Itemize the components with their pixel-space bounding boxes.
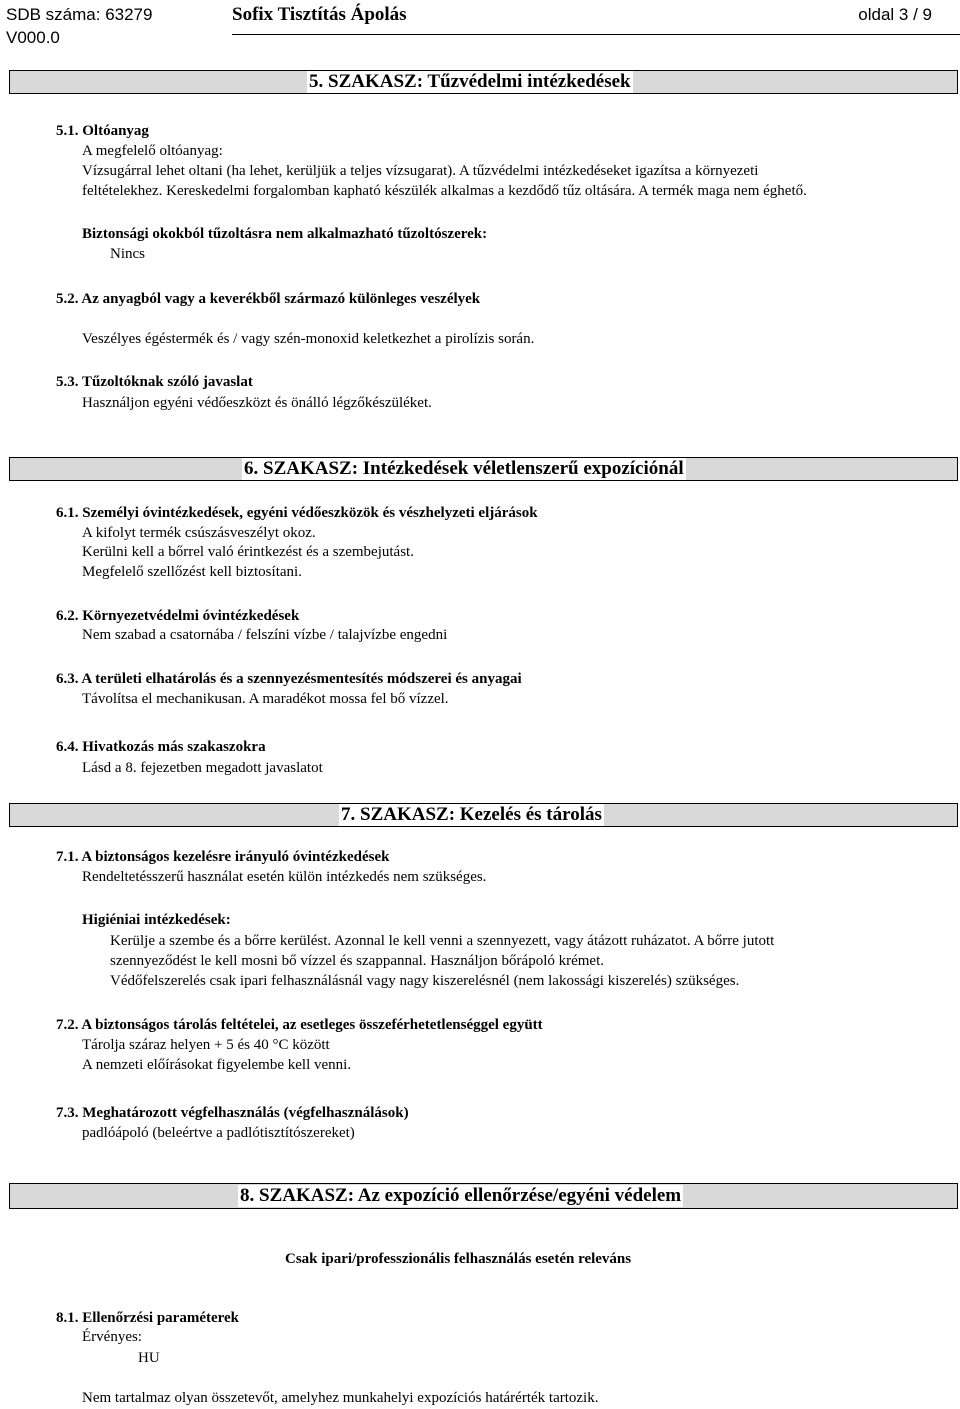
heading-6-3: 6.3. A területi elhatárolás és a szennyezésmentesítés módszerei és anyagai	[56, 671, 522, 687]
text-6-1-a: A kifolyt termék csúszásveszélyt okoz.	[82, 525, 316, 541]
page-number: oldal 3 / 9	[858, 5, 932, 24]
text-7-3: padlóápoló (beleértve a padlótisztítószereket)	[82, 1125, 355, 1141]
text-5-1-a: A megfelelő oltóanyag:	[82, 143, 223, 159]
text-5-1-nincs: Nincs	[110, 246, 145, 262]
text-7-2-a: Tárolja száraz helyen + 5 és 40 °C között	[82, 1037, 330, 1053]
heading-8-1: 8.1. Ellenőrzési paraméterek	[56, 1310, 240, 1326]
text-5-3: Használjon egyéni védőeszközt és önálló légzőkészüléket.	[82, 395, 432, 411]
product-name: Sofix Tisztítás Ápolás	[232, 4, 407, 25]
text-5-2: Veszélyes égéstermék és / vagy szén-monoxid keletkezhet a pirolízis során.	[82, 331, 535, 347]
text-8-1-valid: Érvényes:	[82, 1329, 142, 1345]
heading-6-4: 6.4. Hivatkozás más szakaszokra	[56, 739, 266, 755]
text-7-1-hyg-a: Kerülje a szembe és a bőrre kerülést. Azonnal le kell venni a szennyezett, vagy átázott ruházatot. A bőrre jutott	[110, 933, 775, 949]
text-7-2-b: A nemzeti előírásokat figyelembe kell venni.	[82, 1057, 352, 1073]
heading-6-1: 6.1. Személyi óvintézkedések, egyéni védőeszközök és vészhelyzeti eljárások	[56, 505, 538, 521]
heading-7-2: 7.2. A biztonságos tárolás feltételei, az esetleges összeférhetetlenséggel együtt	[56, 1017, 543, 1033]
text-8-1-country: HU	[138, 1350, 160, 1366]
sdb-number: SDB száma: 63279	[6, 5, 153, 24]
section-5-title: 5. SZAKASZ: Tűzvédelmi intézkedések	[309, 71, 631, 92]
heading-6-2: 6.2. Környezetvédelmi óvintézkedések	[56, 608, 300, 624]
heading-7-3: 7.3. Meghatározott végfelhasználás (végfelhasználások)	[56, 1105, 409, 1121]
heading-7-1: 7.1. A biztonságos kezelésre irányuló óvintézkedések	[56, 849, 390, 865]
section-7-bar	[9, 803, 958, 827]
section-8-title: 8. SZAKASZ: Az expozíció ellenőrzése/egyéni védelem	[240, 1185, 682, 1206]
section-7-title: 7. SZAKASZ: Kezelés és tárolás	[341, 804, 602, 825]
header-rule	[232, 34, 960, 35]
text-5-1-c: feltételekhez. Kereskedelmi forgalomban kapható készülék alkalmas a kezdődő tűz oltására. A termék maga nem éghető.	[82, 183, 807, 199]
text-6-3: Távolítsa el mechanikusan. A maradékot mossa fel bő vízzel.	[82, 691, 449, 707]
text-6-1-b: Kerülni kell a bőrrel való érintkezést és a szembejutást.	[82, 544, 414, 560]
section-8-bar	[9, 1183, 958, 1209]
text-8-1-none: Nem tartalmaz olyan összetevőt, amelyhez munkahelyi expozíciós határérték tartozik.	[82, 1390, 599, 1406]
text-7-1: Rendeltetésszerű használat esetén külön intézkedés nem szükséges.	[82, 869, 487, 885]
text-5-1-b: Vízsugárral lehet oltani (ha lehet, kerüljük a teljes vízsugarat). A tűzvédelmi intézkedéseket igazítsa a környezeti	[82, 163, 759, 179]
text-6-1-c: Megfelelő szellőzést kell biztosítani.	[82, 564, 302, 580]
relevance-note: Csak ipari/professzionális felhasználás esetén releváns	[285, 1251, 632, 1267]
heading-5-2: 5.2. Az anyagból vagy a keverékből származó különleges veszélyek	[56, 291, 481, 307]
text-7-1-hyg-c: Védőfelszerelés csak ipari felhasználásnál vagy nagy kiszerelésnél (nem lakossági kiszerelés) szükséges.	[110, 973, 740, 989]
subheading-5-1: Biztonsági okokból tűzoltásra nem alkalmazható tűzoltószerek:	[82, 226, 488, 242]
heading-5-1: 5.1. Oltóanyag	[56, 123, 149, 139]
section-6-bar	[9, 457, 958, 481]
section-5-bar	[9, 70, 958, 94]
text-6-4: Lásd a 8. fejezetben megadott javaslatot	[82, 760, 323, 776]
heading-5-3: 5.3. Tűzoltóknak szóló javaslat	[56, 374, 253, 390]
subheading-7-1: Higiéniai intézkedések:	[82, 912, 231, 928]
text-7-1-hyg-b: szennyeződést le kell mosni bő vízzel és szappannal. Használjon bőrápoló krémet.	[110, 953, 605, 969]
version: V000.0	[6, 28, 60, 47]
text-6-2: Nem szabad a csatornába / felszíni vízbe / talajvízbe engedni	[82, 627, 448, 643]
section-6-title: 6. SZAKASZ: Intézkedések véletlenszerű expozíciónál	[244, 458, 684, 479]
